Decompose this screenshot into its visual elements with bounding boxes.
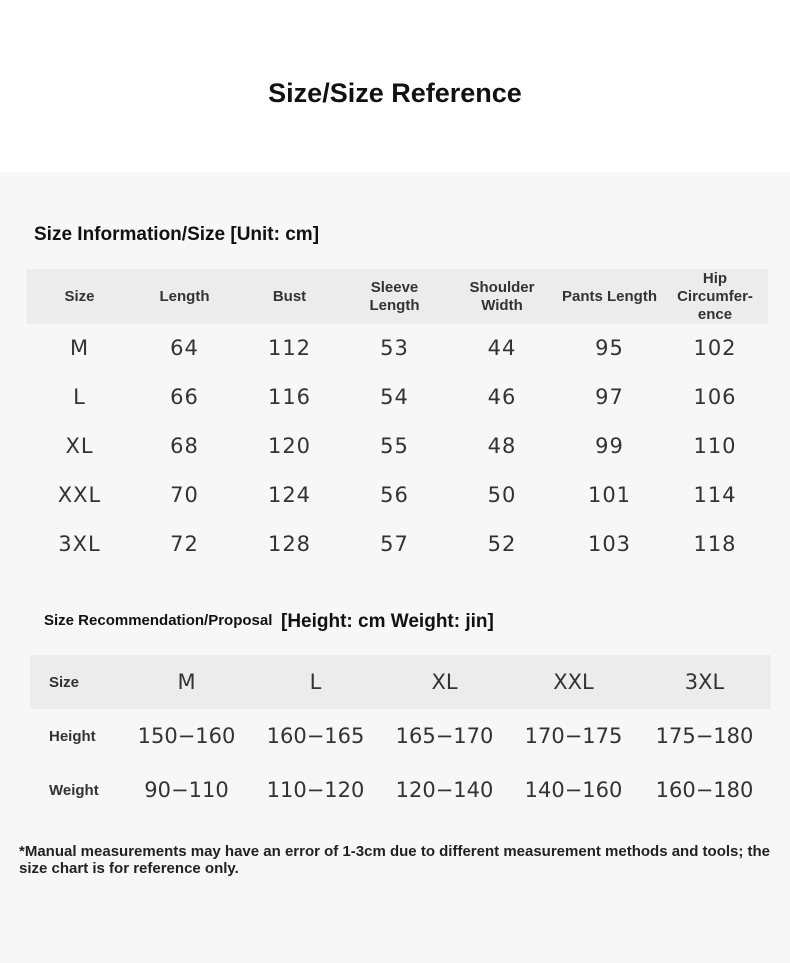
size-info-cell: 44 xyxy=(487,336,517,361)
recommendation-cell: 3XL xyxy=(684,670,725,694)
size-info-cell: L xyxy=(73,385,86,410)
size-info-cell: XL xyxy=(65,433,94,458)
size-info-cell: 101 xyxy=(587,482,632,507)
size-info-cell: 48 xyxy=(487,433,517,458)
size-info-cell: 112 xyxy=(267,336,312,361)
size-info-row xyxy=(27,324,768,373)
recommendation-cell: 160−180 xyxy=(655,778,754,802)
recommendation-row-label: Weight xyxy=(49,781,99,799)
size-info-cell: 99 xyxy=(595,433,624,458)
size-info-cell: 124 xyxy=(267,482,312,507)
size-info-cell: 116 xyxy=(267,385,312,410)
recommendation-cell: 120−140 xyxy=(395,778,494,802)
size-info-cell: 3XL xyxy=(58,531,101,556)
size-info-cell: XXL xyxy=(57,482,102,507)
size-info-header-row xyxy=(27,269,768,324)
size-info-col-header: Hip Circumfer- ence xyxy=(677,269,753,323)
size-info-cell: 70 xyxy=(170,482,199,507)
size-info-row xyxy=(27,373,768,422)
recommendation-cell: 170−175 xyxy=(524,724,623,748)
recommendation-cell: 110−120 xyxy=(266,778,365,802)
size-info-cell: 120 xyxy=(267,433,312,458)
size-info-heading: Size Information/Size [Unit: cm] xyxy=(34,224,320,245)
size-info-col-header: Bust xyxy=(272,287,307,305)
size-info-col-header: Length xyxy=(159,287,210,305)
recommendation-heading: Size Recommendation/Proposal xyxy=(44,612,273,629)
size-info-row xyxy=(27,470,768,519)
size-info-cell: 55 xyxy=(380,433,409,458)
size-info-cell: 53 xyxy=(380,336,409,361)
size-info-cell: M xyxy=(69,336,90,361)
size-info-cell: 97 xyxy=(595,385,624,410)
size-info-cell: 56 xyxy=(380,482,409,507)
size-info-cell: 72 xyxy=(170,531,199,556)
recommendation-cell: 160−165 xyxy=(266,724,365,748)
size-info-table xyxy=(27,269,768,568)
page-title: Size/Size Reference xyxy=(268,78,522,108)
size-info-cell: 54 xyxy=(380,385,409,410)
size-info-cell: 128 xyxy=(267,531,312,556)
size-info-cell: 68 xyxy=(170,433,199,458)
recommendation-cell: 165−170 xyxy=(395,724,494,748)
size-info-col-header: Size xyxy=(64,287,95,305)
measurement-note: *Manual measurements may have an error of 1-3cm due to different measurement methods and tools; the size chart is for reference only. xyxy=(19,843,771,877)
size-info-cell: 46 xyxy=(487,385,517,410)
size-info-col-header: Pants Length xyxy=(561,287,657,305)
size-info-cell: 103 xyxy=(587,531,632,556)
recommendation-row-label: Size xyxy=(49,673,80,691)
size-info-cell: 102 xyxy=(693,336,737,361)
size-info-cell: 110 xyxy=(693,433,737,458)
recommendation-row xyxy=(30,763,771,817)
size-info-cell: 118 xyxy=(693,531,737,556)
size-info-cell: 57 xyxy=(380,531,409,556)
recommendation-cell: XXL xyxy=(553,670,594,694)
recommendation-row xyxy=(30,655,771,709)
recommendation-cell: 175−180 xyxy=(655,724,754,748)
size-info-cell: 106 xyxy=(693,385,737,410)
recommendation-cell: XL xyxy=(431,670,458,694)
recommendation-cell: 90−110 xyxy=(144,778,229,802)
size-info-cell: 64 xyxy=(170,336,199,361)
size-info-cell: 95 xyxy=(595,336,624,361)
recommendation-row xyxy=(30,709,771,763)
size-info-cell: 66 xyxy=(170,385,199,410)
size-info-row xyxy=(27,519,768,568)
recommendation-cell: M xyxy=(177,670,196,694)
size-info-cell: 50 xyxy=(487,482,517,507)
recommendation-units: [Height: cm Weight: jin] xyxy=(281,611,494,632)
size-info-row xyxy=(27,422,768,471)
size-info-col-header: Shoulder Width xyxy=(469,278,535,314)
recommendation-cell: 140−160 xyxy=(524,778,623,802)
recommendation-row-label: Height xyxy=(49,727,96,745)
recommendation-cell: 150−160 xyxy=(137,724,236,748)
size-info-cell: 114 xyxy=(693,482,737,507)
size-info-cell: 52 xyxy=(487,531,517,556)
size-info-col-header: Sleeve Length xyxy=(369,278,420,314)
recommendation-cell: L xyxy=(309,670,322,694)
recommendation-table xyxy=(30,655,771,817)
